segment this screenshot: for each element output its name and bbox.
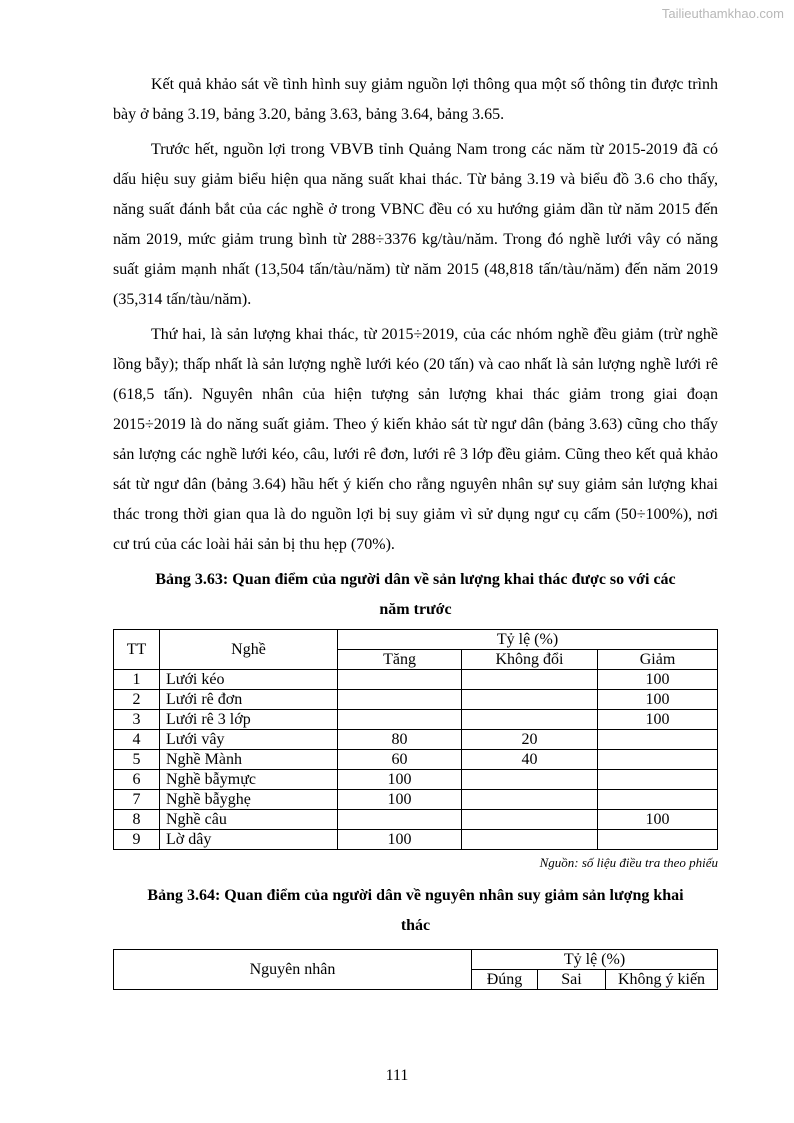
cell-tang — [338, 710, 462, 730]
table-2-caption — [113, 881, 718, 941]
cell-nghe: Lưới vây — [160, 730, 338, 750]
cell-giam — [598, 790, 718, 810]
cell-nghe: Nghề câu — [160, 810, 338, 830]
table-1-header-row-1 — [114, 630, 718, 650]
header-khong-doi: Không đổi — [462, 650, 598, 670]
cell-khong-doi — [462, 690, 598, 710]
cell-nghe: Lưới rê đơn — [160, 690, 338, 710]
cell-giam — [598, 770, 718, 790]
cell-tang: 100 — [338, 790, 462, 810]
cell-khong-doi — [462, 810, 598, 830]
cell-tt: 6 — [114, 770, 160, 790]
cell-giam: 100 — [598, 710, 718, 730]
cell-tt: 2 — [114, 690, 160, 710]
cell-giam: 100 — [598, 690, 718, 710]
cell-tang: 100 — [338, 770, 462, 790]
cell-giam — [598, 730, 718, 750]
header-sai: Sai — [538, 970, 606, 990]
cell-tang — [338, 670, 462, 690]
table-row — [114, 690, 718, 710]
header-nguyen-nhan: Nguyên nhân — [114, 950, 472, 990]
table-1-body — [114, 670, 718, 850]
cell-khong-doi — [462, 670, 598, 690]
cell-nghe: Lưới rê 3 lớp — [160, 710, 338, 730]
table-row — [114, 750, 718, 770]
table-1-caption-line-1: Bảng 3.63: Quan điểm của người dân về sản lượng khai thác được so với các — [155, 571, 676, 588]
cell-tang — [338, 810, 462, 830]
table-row — [114, 670, 718, 690]
cell-nghe: Lưới kéo — [160, 670, 338, 690]
cell-nghe: Lờ dây — [160, 830, 338, 850]
header-dung: Đúng — [472, 970, 538, 990]
cell-giam: 100 — [598, 670, 718, 690]
cell-khong-doi: 40 — [462, 750, 598, 770]
table-1-caption — [113, 565, 718, 625]
cell-giam: 100 — [598, 810, 718, 830]
cell-tt: 7 — [114, 790, 160, 810]
table-row — [114, 770, 718, 790]
table-2 — [113, 949, 718, 990]
cell-khong-doi — [462, 830, 598, 850]
cell-tang: 100 — [338, 830, 462, 850]
cell-tt: 3 — [114, 710, 160, 730]
cell-tang: 60 — [338, 750, 462, 770]
header-tt: TT — [114, 630, 160, 670]
table-row — [114, 810, 718, 830]
cell-khong-doi — [462, 710, 598, 730]
header-giam: Giảm — [598, 650, 718, 670]
header-nghe: Nghề — [160, 630, 338, 670]
cell-tt: 9 — [114, 830, 160, 850]
header-tang: Tăng — [338, 650, 462, 670]
paragraph-2: Trước hết, nguồn lợi trong VBVB tỉnh Quảng Nam trong các năm từ 2015-2019 đã có dấu hiệu suy giảm biểu hiện qua năng suất khai thác. Từ bảng 3.19 và biểu đồ 3.6 cho thấy, năng suất đánh bắt của các nghề ở trong VBNC đều có xu hướng giảm dần từ năm 2015 đến năm 2019, mức giảm trung bình từ 288÷3376 kg/tàu/năm. Trong đó nghề lưới vây có năng suất giảm mạnh nhất (13,504 tấn/tàu/năm) từ năm 2015 (48,818 tấn/tàu/năm) đến năm 2019 (35,314 tấn/tàu/năm). — [113, 141, 718, 308]
cell-tt: 8 — [114, 810, 160, 830]
paragraph-3: Thứ hai, là sản lượng khai thác, từ 2015÷2019, của các nhóm nghề đều giảm (trừ nghề lồng bẫy); thấp nhất là sản lượng nghề lưới kéo (20 tấn) và cao nhất là sản lượng nghề lưới rê (618,5 tấn). Nguyên nhân của hiện tượng sản lượng khai thác giảm trong giai đoạn 2015÷2019 là do năng suất giảm. Theo ý kiến khảo sát từ ngư dân (bảng 3.63) cũng cho thấy sản lượng các nghề lưới kéo, câu, lưới rê đơn, lưới rê 3 lớp đều giảm. Cũng theo kết quả khảo sát từ ngư dân (bảng 3.64) hầu hết ý kiến cho rằng nguyên nhân sự suy giảm sản lượng khai thác trong thời gian qua là do nguồn lợi bị suy giảm vì sử dụng ngư cụ cấm (50÷100%), nơi cư trú của các loài hải sản bị thu hẹp (70%). — [113, 326, 718, 553]
header-ratio: Tỷ lệ (%) — [338, 630, 718, 650]
cell-tt: 5 — [114, 750, 160, 770]
cell-nghe: Nghề Mành — [160, 750, 338, 770]
table-1-source: Nguồn: số liệu điều tra theo phiếu — [539, 855, 718, 870]
table-1-caption-line-2: năm trước — [379, 601, 452, 618]
table-2-caption-line-1: Bảng 3.64: Quan điểm của người dân về nguyên nhân suy giảm sản lượng khai — [147, 887, 684, 904]
cell-nghe: Nghề bẫyghẹ — [160, 790, 338, 810]
header-khong-y-kien: Không ý kiến — [606, 970, 718, 990]
cell-tang — [338, 690, 462, 710]
cell-khong-doi — [462, 790, 598, 810]
page-number: 111 — [385, 1067, 409, 1084]
cell-giam — [598, 830, 718, 850]
cell-giam — [598, 750, 718, 770]
paragraph-1: Kết quả khảo sát về tình hình suy giảm nguồn lợi thông qua một số thông tin được trình bày ở bảng 3.19, bảng 3.20, bảng 3.63, bảng 3.64, bảng 3.65. — [113, 76, 718, 123]
page-content — [113, 70, 718, 990]
header-ratio-2: Tỷ lệ (%) — [472, 950, 718, 970]
cell-khong-doi — [462, 770, 598, 790]
watermark: Tailieuthamkhao.com — [661, 6, 784, 21]
table-row — [114, 710, 718, 730]
table-row — [114, 730, 718, 750]
cell-khong-doi: 20 — [462, 730, 598, 750]
cell-tt: 1 — [114, 670, 160, 690]
cell-tt: 4 — [114, 730, 160, 750]
table-2-header-row-1 — [114, 950, 718, 970]
table-row — [114, 830, 718, 850]
cell-nghe: Nghề bẫymực — [160, 770, 338, 790]
table-2-caption-line-2: thác — [400, 917, 431, 934]
cell-tang: 80 — [338, 730, 462, 750]
table-row — [114, 790, 718, 810]
table-1 — [113, 629, 718, 850]
